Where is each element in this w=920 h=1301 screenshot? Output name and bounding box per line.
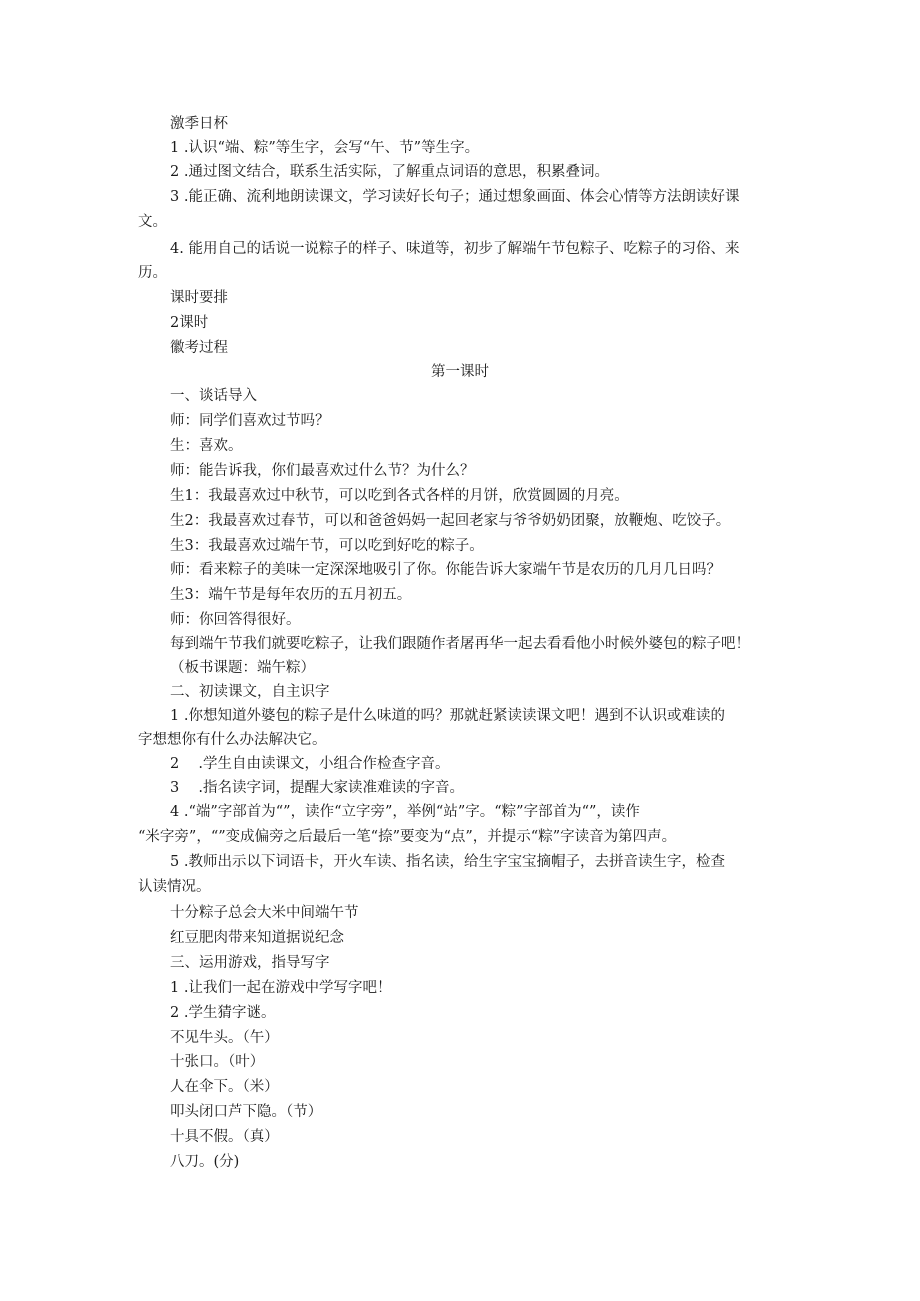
dialogue-line: 师：能告诉我，你们最喜欢过什么节？为什么？ (170, 463, 475, 479)
objective-3-cont: 文。 (138, 214, 167, 230)
dialogue-line: 生1：我最喜欢过中秋节，可以吃到各式各样的月饼，欣赏圆圆的月亮。 (170, 488, 629, 504)
dialogue-line: 生：喜欢。 (170, 438, 243, 454)
step-5: 5 .教师出示以下词语卡，开火车读、指名读，给生字宝宝摘帽子，去拼音读生字，检查 (170, 854, 725, 870)
part-2-heading: 二、初读课文，自主识字 (170, 684, 330, 700)
paragraph-line: 每到端午节我们就要吃粽子，让我们跟随作者屠再华一起去看看他小时候外婆包的粽子吧！ (170, 636, 750, 652)
game-step-2: 2 .学生猜字谜。 (170, 1005, 276, 1021)
step-5-cont: 认读情况。 (138, 879, 211, 895)
riddle: 八刀。(分) (170, 1154, 240, 1170)
word-card-row: 红豆肥肉带来知道据说纪念 (170, 930, 344, 946)
step-1-cont: 字想想你有什么办法解决它。 (138, 732, 327, 748)
word-card-row: 十分粽子总会大米中间端午节 (170, 905, 359, 921)
objective-4-cont: 历。 (138, 265, 167, 281)
riddle: 不见牛头。（午） (170, 1030, 279, 1046)
game-step-1: 1 .让我们一起在游戏中学写字吧！ (170, 980, 392, 996)
dialogue-line: 师：你回答得很好。 (170, 612, 301, 628)
lesson-title: 第一课时 (431, 364, 489, 380)
step-2: 2 .学生自由读课文，小组合作检查字音。 (170, 756, 450, 772)
riddle: 人在伞下。（米） (170, 1079, 279, 1095)
section-heading-process: 徽考过程 (170, 340, 228, 356)
riddle: 十具不假。（真） (170, 1129, 279, 1145)
part-1-heading: 一、谈话导入 (170, 388, 257, 404)
part-3-heading: 三、运用游戏，指导写字 (170, 955, 330, 971)
objective-3: 3 .能正确、流利地朗读课文，学习读好长句子；通过想象画面、体会心情等方法朗读好课 (170, 189, 740, 205)
step-4-cont: “米字旁”，“”变成偏旁之后最后一笔“捺”要变为“点”，并提示“粽”字读音为第四声。 (138, 829, 677, 845)
objective-2: 2 .通过图文结合，联系生活实际，了解重点词语的意思，积累叠词。 (170, 164, 609, 180)
step-4: 4 .“端”字部首为“”，读作“立字旁”，举例“站”字。“粽”字部首为“”，读作 (170, 804, 640, 820)
board-title-note: （板书课题：端午粽） (170, 660, 315, 676)
objective-4: 4. 能用自己的话说一说粽子的样子、味道等，初步了解端午节包粽子、吃粽子的习俗、来 (170, 241, 740, 257)
section-heading-objectives: 激季日杯 (170, 116, 228, 132)
dialogue-line: 师：同学们喜欢过节吗？ (170, 413, 330, 429)
dialogue-line: 生3：端午节是每年农历的五月初五。 (170, 587, 412, 603)
dialogue-line: 生2：我最喜欢过春节，可以和爸爸妈妈一起回老家与爷爷奶奶团聚，放鞭炮、吃饺子。 (170, 513, 731, 529)
riddle: 十张口。（叶） (170, 1054, 265, 1070)
riddle: 叩头闭口芦下隐。（节） (170, 1104, 323, 1120)
step-1: 1 .你想知道外婆包的粽子是什么味道的吗？那就赶紧读读课文吧！遇到不认识或难读的 (170, 708, 725, 724)
step-3: 3 .指名读字词，提醒大家读准难读的字音。 (170, 780, 464, 796)
dialogue-line: 生3：我最喜欢过端午节，可以吃到好吃的粽子。 (170, 538, 484, 554)
schedule-value: 2课时 (170, 315, 209, 331)
dialogue-line: 师：看来粽子的美味一定深深地吸引了你。你能告诉大家端午节是农历的几月几日吗？ (170, 562, 721, 578)
section-heading-schedule: 课时要排 (170, 290, 228, 306)
objective-1: 1 .认识“端、粽”等生字，会写“午、节”等生字。 (170, 140, 480, 156)
